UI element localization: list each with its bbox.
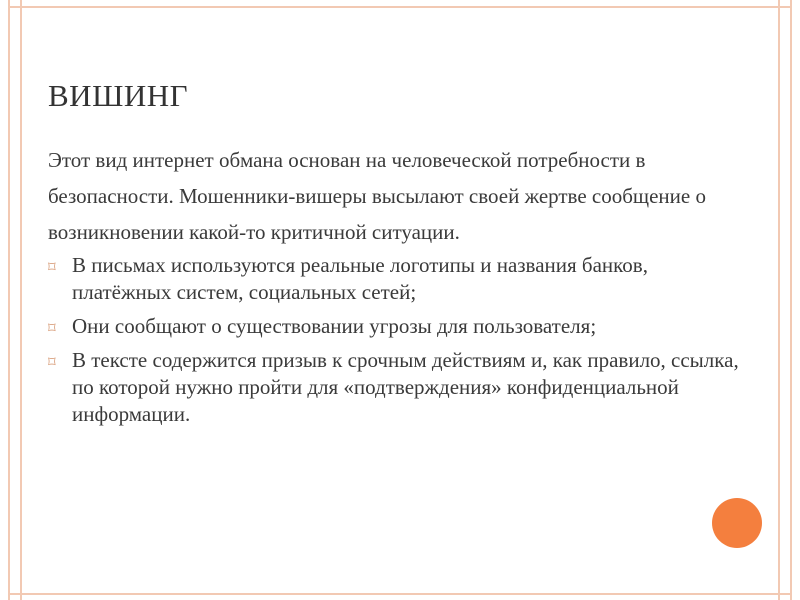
bullet-item bbox=[48, 313, 748, 340]
frame-border-bottom bbox=[8, 593, 792, 595]
frame-border-left-outer bbox=[8, 0, 10, 600]
bullet-text: Они сообщают о существовании угрозы для пользователя; bbox=[72, 314, 597, 338]
bullet-item bbox=[48, 252, 748, 306]
frame-border-right-inner bbox=[778, 0, 780, 600]
bullet-marker-icon: ⌑ bbox=[48, 321, 56, 337]
frame-border-right-outer bbox=[790, 0, 792, 600]
frame-border-left-inner bbox=[20, 0, 22, 600]
bullet-marker-icon: ⌑ bbox=[48, 260, 56, 276]
bullet-text: В тексте содержится призыв к срочным действиям и, как правило, ссылка, по которой нужно пройти для «подтверждения» конфиденциальной информации. bbox=[72, 348, 739, 426]
frame-border-top bbox=[8, 6, 792, 8]
bullet-marker-icon: ⌑ bbox=[48, 355, 56, 371]
intro-paragraph: Этот вид интернет обмана основан на человеческой потребности в безопасности. Мошенники-вишеры высылают своей жертве сообщение о возникновении какой-то критичной ситуации. bbox=[48, 148, 706, 244]
slide-title: ВИШИНГ bbox=[48, 78, 189, 113]
bullet-item bbox=[48, 347, 748, 428]
bullet-list bbox=[48, 252, 748, 428]
slide-content bbox=[48, 142, 748, 435]
decorative-circle-icon bbox=[712, 498, 762, 548]
bullet-text: В письмах используются реальные логотипы и названия банков, платёжных систем, социальных сетей; bbox=[72, 253, 648, 304]
